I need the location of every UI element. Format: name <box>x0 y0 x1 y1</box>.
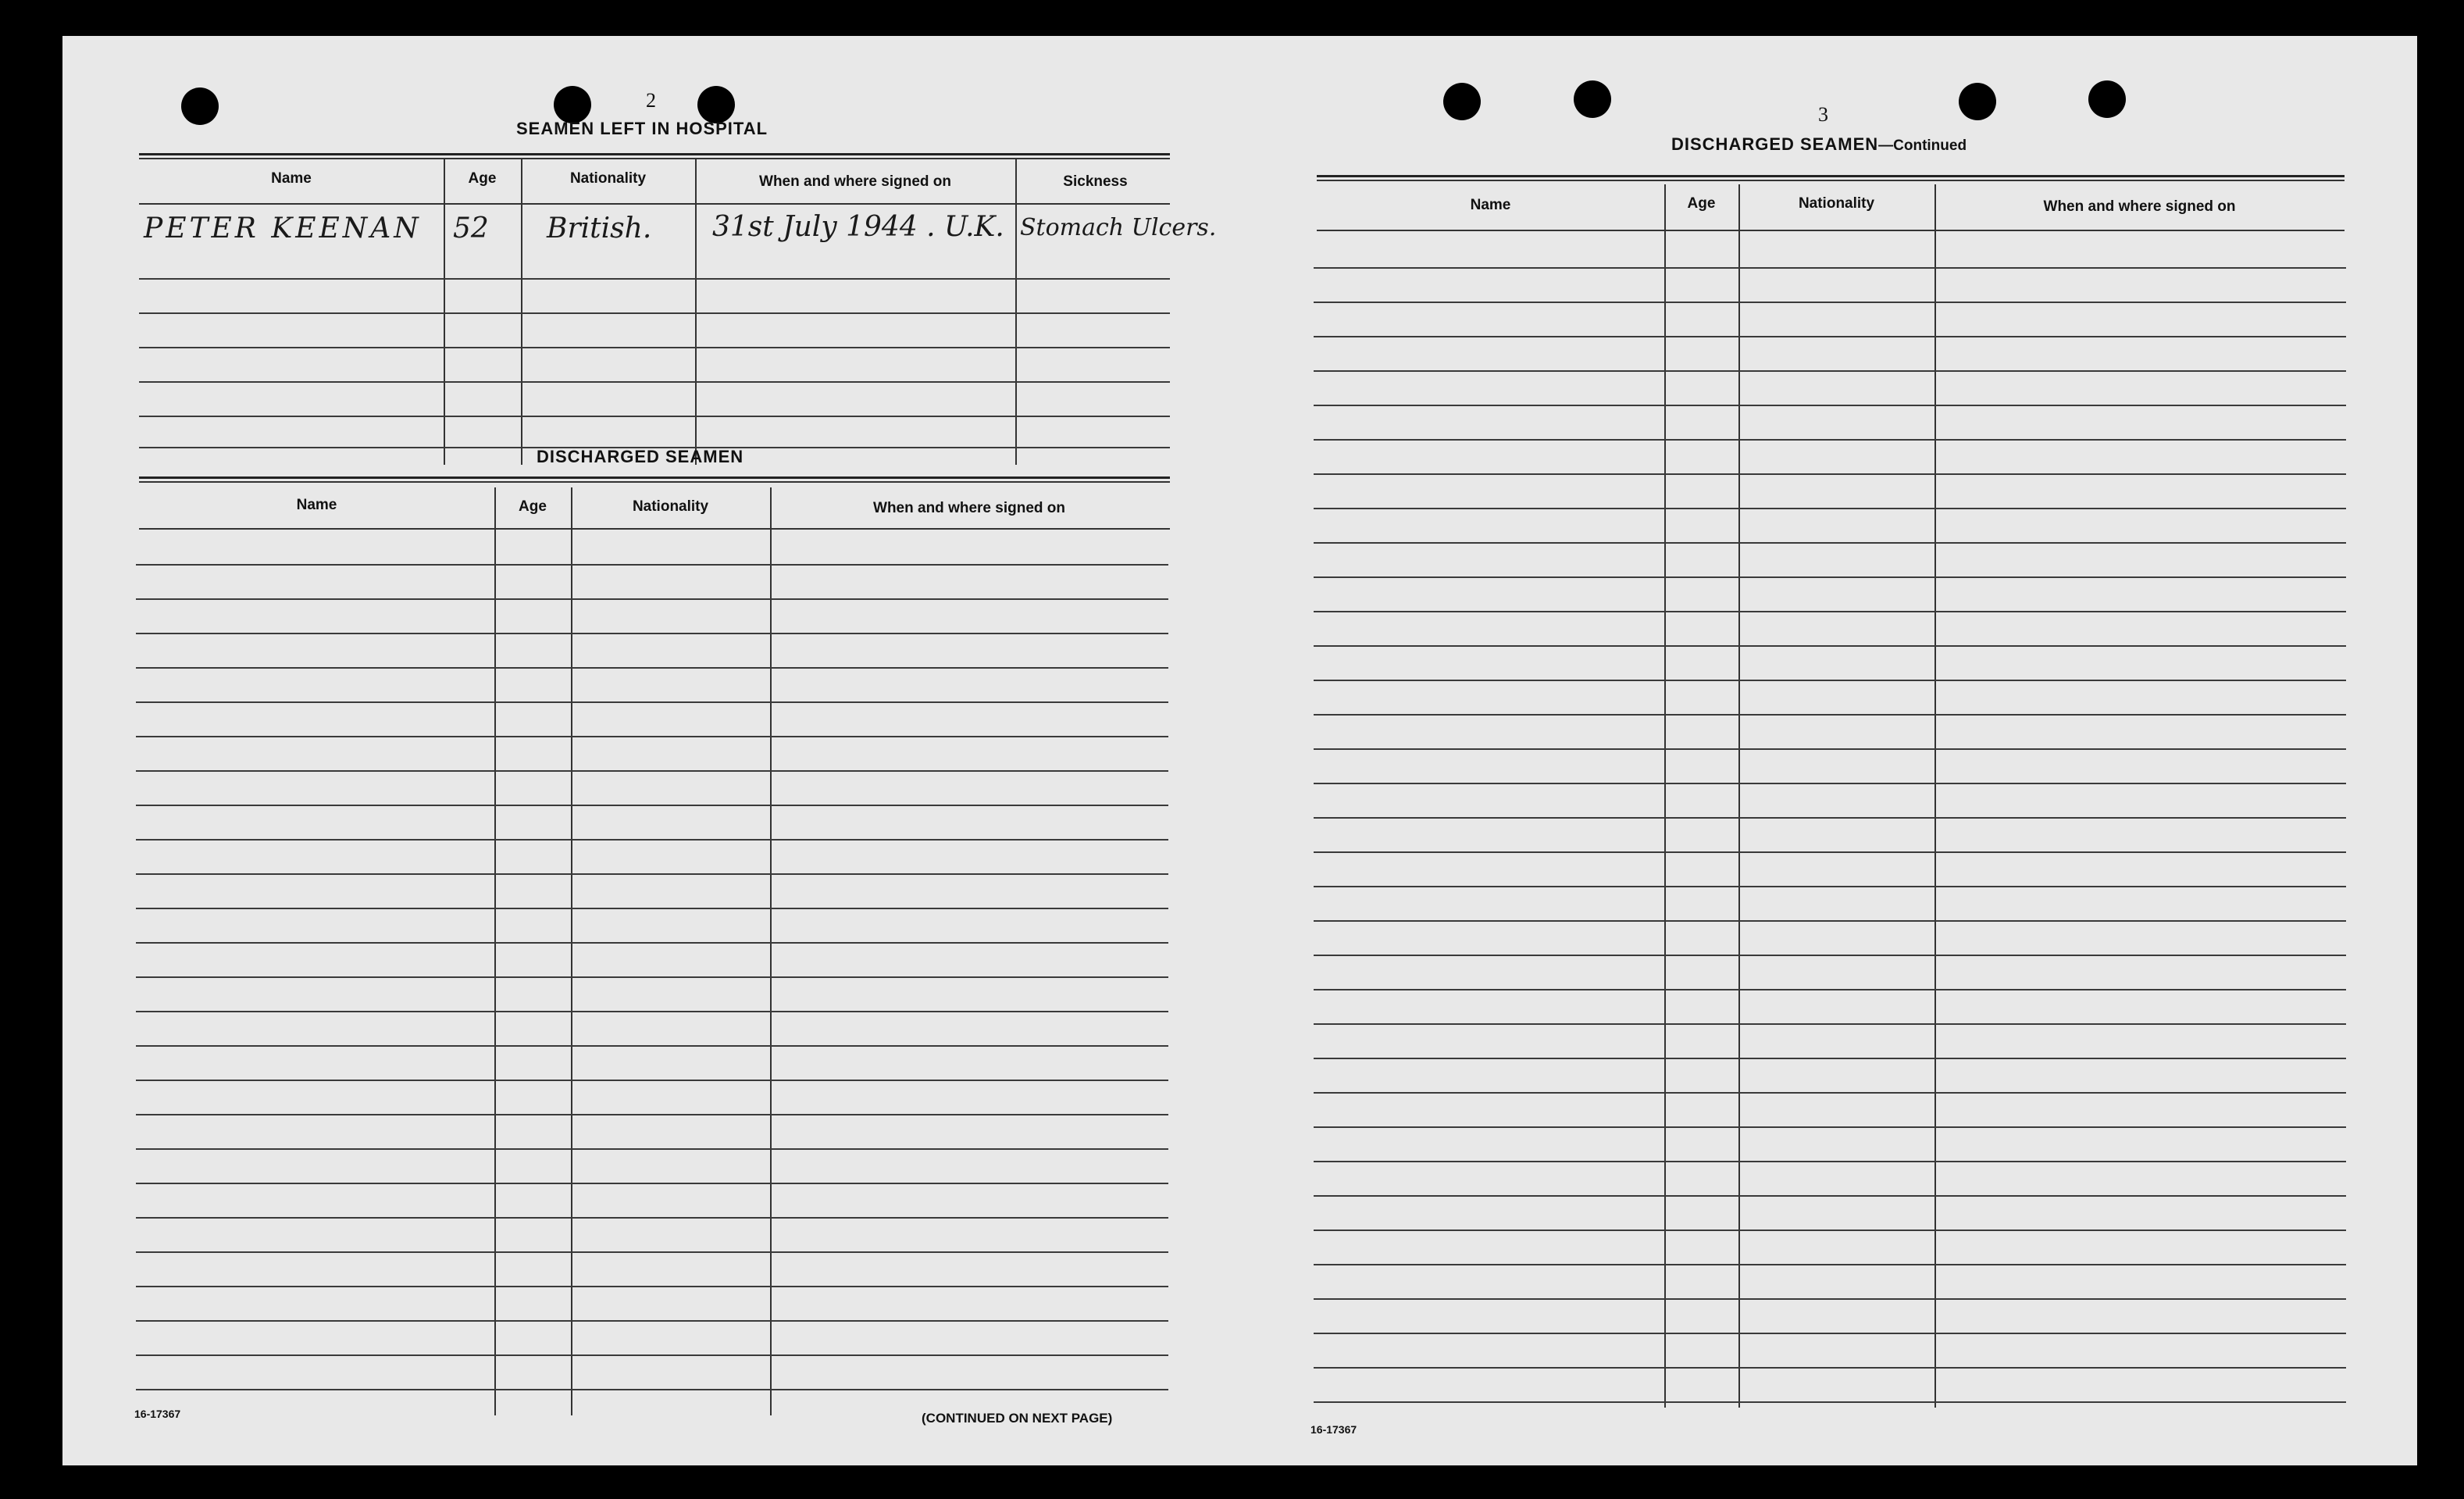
punch-hole <box>554 86 591 123</box>
right-row-lines[interactable] <box>1314 267 2346 1423</box>
ruled-row-line <box>1314 1230 2346 1231</box>
ruled-row-line <box>136 1114 1168 1115</box>
ruled-row-line <box>1314 370 2346 372</box>
hospital-title: SEAMEN LEFT IN HOSPITAL <box>516 119 768 138</box>
ruled-row-line <box>1314 1298 2346 1300</box>
continued-note: (CONTINUED ON NEXT PAGE) <box>922 1411 1113 1426</box>
hospital-header-name: Name <box>271 170 312 187</box>
punch-hole <box>1959 83 1996 120</box>
ruled-row-line <box>136 736 1168 737</box>
ruled-row-line <box>136 564 1168 566</box>
ruled-row-line <box>136 976 1168 978</box>
ruled-row-line <box>1314 1264 2346 1265</box>
ruled-row-line <box>1314 1333 2346 1334</box>
ruled-row-line <box>136 1080 1168 1081</box>
right-title-main: DISCHARGED SEAMEN <box>1671 134 1879 154</box>
document-sheet <box>62 36 2417 1465</box>
right-header-rule <box>1317 230 2345 231</box>
ruled-row-line <box>136 839 1168 841</box>
ruled-row-line <box>1314 1092 2346 1094</box>
ruled-row-line <box>1314 508 2346 509</box>
ruled-row-line <box>136 1217 1168 1219</box>
discharged-header-signed-on: When and where signed on <box>873 500 1065 516</box>
ruled-row-line <box>1314 405 2346 406</box>
ruled-row-line <box>136 873 1168 875</box>
discharged-header-name: Name <box>296 497 337 513</box>
ruled-row-line <box>136 1286 1168 1287</box>
right-top-rule <box>1317 175 2345 177</box>
ruled-row-line <box>1314 680 2346 681</box>
ruled-row-line <box>1314 748 2346 750</box>
ruled-row-line <box>136 942 1168 944</box>
ruled-row-line <box>1314 645 2346 647</box>
ruled-row-line <box>1314 851 2346 853</box>
hospital-entry-sickness: Stomach Ulcers. <box>1020 214 1217 241</box>
hospital-top-rule <box>139 153 1170 155</box>
right-header-signed-on: When and where signed on <box>2043 198 2236 215</box>
right-form-number: 16-17367 <box>1310 1423 1357 1436</box>
ruled-row-line <box>1314 1023 2346 1025</box>
ruled-row-line <box>1314 714 2346 716</box>
punch-hole <box>697 86 735 123</box>
ruled-row-line <box>1314 1058 2346 1059</box>
ruled-row-line <box>1314 611 2346 612</box>
hospital-header-signed-on: When and where signed on <box>759 173 951 190</box>
ruled-row-line <box>136 633 1168 634</box>
hospital-entry-age: 52 <box>453 212 489 244</box>
left-form-number: 16-17367 <box>134 1408 181 1420</box>
ruled-row-line <box>136 1320 1168 1322</box>
ruled-row-line <box>1314 302 2346 303</box>
ruled-row-line <box>1314 920 2346 922</box>
ruled-row-line <box>136 598 1168 600</box>
discharged-header-age: Age <box>519 498 547 515</box>
ruled-row-line <box>1314 542 2346 544</box>
right-discharged-title <box>1671 134 1967 155</box>
hospital-header-age: Age <box>468 170 497 187</box>
right-header-nationality: Nationality <box>1798 195 1875 212</box>
right-top-rule-2 <box>1317 180 2345 181</box>
hospital-row-lines <box>139 278 1170 473</box>
ruled-row-line <box>1314 955 2346 956</box>
ruled-row-line <box>1314 1367 2346 1369</box>
ruled-row-line <box>1314 336 2346 337</box>
punch-hole <box>181 87 219 125</box>
right-header-name: Name <box>1470 197 1511 213</box>
ruled-row-line <box>136 805 1168 806</box>
punch-hole <box>1443 83 1481 120</box>
hospital-header-sickness: Sickness <box>1063 173 1128 190</box>
ruled-row-line <box>136 1354 1168 1356</box>
discharged-top-rule <box>139 476 1170 479</box>
right-page-number: 3 <box>1818 103 1828 126</box>
punch-hole <box>1574 80 1611 118</box>
ruled-row-line <box>136 701 1168 703</box>
ruled-row-line <box>136 1183 1168 1184</box>
ruled-row-line <box>136 1011 1168 1012</box>
hospital-entry-signed-on: 31st July 1944 . U.K. <box>712 211 1004 243</box>
ruled-row-line <box>1314 1195 2346 1197</box>
ruled-row-line <box>1314 473 2346 475</box>
discharged-row-lines[interactable] <box>136 564 1168 1423</box>
ruled-row-line <box>1314 1401 2346 1403</box>
hospital-entry-name: PETER KEENAN <box>144 212 422 244</box>
ruled-row-line <box>1314 267 2346 269</box>
ruled-row-line <box>136 1251 1168 1253</box>
discharged-title: DISCHARGED SEAMEN <box>537 447 744 466</box>
ruled-row-line <box>136 770 1168 772</box>
punch-hole <box>2088 80 2126 118</box>
discharged-header-nationality: Nationality <box>632 498 709 515</box>
ruled-row-line <box>1314 783 2346 784</box>
ruled-row-line <box>1314 817 2346 819</box>
right-title-continued: —Continued <box>1878 137 1967 154</box>
left-page-number: 2 <box>646 89 656 112</box>
hospital-entry-nationality: British. <box>547 212 652 244</box>
ruled-row-line <box>1314 439 2346 441</box>
discharged-header-rule <box>139 528 1170 530</box>
ruled-row-line <box>136 667 1168 669</box>
ruled-row-line <box>136 1148 1168 1150</box>
hospital-header-nationality: Nationality <box>569 170 647 187</box>
ruled-row-line <box>136 1389 1168 1390</box>
ruled-row-line <box>1314 1126 2346 1128</box>
discharged-top-rule-2 <box>139 481 1170 483</box>
ruled-row-line <box>1314 886 2346 887</box>
ruled-row-line <box>1314 1161 2346 1162</box>
ruled-row-line <box>1314 989 2346 990</box>
ruled-row-line <box>136 1045 1168 1047</box>
ruled-row-line <box>1314 576 2346 578</box>
ruled-row-line <box>136 908 1168 909</box>
right-header-age: Age <box>1687 195 1716 212</box>
